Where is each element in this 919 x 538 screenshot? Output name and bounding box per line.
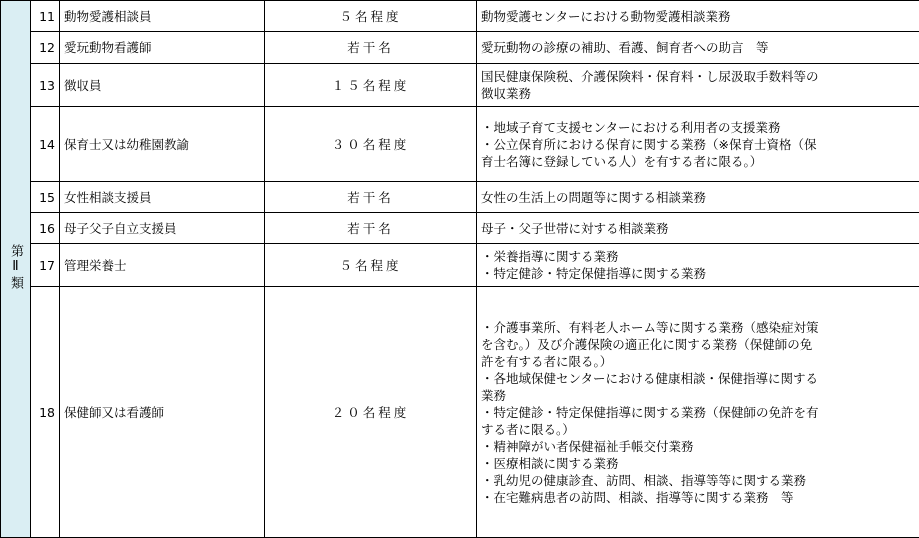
duty-line: ・乳幼児の健康診査、訪問、相談、指導等等に関する業務 [481, 472, 915, 489]
job-duties [477, 107, 919, 182]
row-number: 15 [31, 182, 60, 213]
job-duties [477, 1, 919, 32]
table-row [1, 32, 919, 64]
job-duties [477, 64, 919, 107]
job-title: 保健師又は看護師 [60, 287, 265, 538]
duty-line: 女性の生活上の問題等に関する相談業務 [481, 189, 915, 206]
duty-line: 育士名簿に登録している人）を有する者に限る。） [481, 153, 915, 170]
job-duties [477, 32, 919, 64]
duty-line: 愛玩動物の診療の補助、看護、飼育者への助言 等 [481, 39, 915, 56]
duty-line: 業務 [481, 387, 915, 404]
table-row [1, 244, 919, 287]
duty-line: 徴収業務 [481, 85, 915, 102]
recruit-count: ３０名程度 [265, 107, 477, 182]
recruit-count: 若干名 [265, 213, 477, 244]
job-listing-body [1, 1, 919, 538]
job-title: 動物愛護相談員 [60, 1, 265, 32]
table-row [1, 213, 919, 244]
table-row [1, 1, 919, 32]
duty-line: ・地域子育て支援センターにおける利用者の支援業務 [481, 119, 915, 136]
duty-line: ・在宅難病患者の訪問、相談、指導等に関する業務 等 [481, 489, 915, 506]
duty-line: を含む。）及び介護保険の適正化に関する業務（保健師の免 [481, 336, 915, 353]
job-title: 徴収員 [60, 64, 265, 107]
recruit-count: 若干名 [265, 32, 477, 64]
row-number: 13 [31, 64, 60, 107]
duty-line: ・各地域保健センターにおける健康相談・保健指導に関する [481, 370, 915, 387]
job-duties [477, 244, 919, 287]
duty-line: ・精神障がい者保健福祉手帳交付業務 [481, 438, 915, 455]
job-duties [477, 213, 919, 244]
duty-line: ・特定健診・特定保健指導に関する業務（保健師の免許を有 [481, 404, 915, 421]
row-number: 18 [31, 287, 60, 538]
duty-line: 母子・父子世帯に対する相談業務 [481, 220, 915, 237]
duty-line: する者に限る。） [481, 421, 915, 438]
row-number: 16 [31, 213, 60, 244]
duty-line: ・介護事業所、有料老人ホーム等に関する業務（感染症対策 [481, 319, 915, 336]
duty-line: ・特定健診・特定保健指導に関する業務 [481, 265, 915, 282]
duty-line: 国民健康保険税、介護保険料・保育料・し尿汲取手数料等の [481, 68, 915, 85]
table-row [1, 182, 919, 213]
recruit-count: ２０名程度 [265, 287, 477, 538]
job-duties [477, 287, 919, 538]
job-title: 保育士又は幼稚園教諭 [60, 107, 265, 182]
job-title: 女性相談支援員 [60, 182, 265, 213]
row-number: 12 [31, 32, 60, 64]
table-row [1, 107, 919, 182]
row-number: 11 [31, 1, 60, 32]
row-number: 17 [31, 244, 60, 287]
table-row [1, 287, 919, 538]
row-number: 14 [31, 107, 60, 182]
duty-line: ・公立保育所における保育に関する業務（※保育士資格（保 [481, 136, 915, 153]
duty-line: 許を有する者に限る。） [481, 353, 915, 370]
duty-line: ・医療相談に関する業務 [481, 455, 915, 472]
recruit-count: １５名程度 [265, 64, 477, 107]
category-label: 第Ⅱ類 [7, 244, 24, 291]
job-title: 管理栄養士 [60, 244, 265, 287]
recruit-count: 若干名 [265, 182, 477, 213]
duty-line: ・栄養指導に関する業務 [481, 248, 915, 265]
recruit-count: ５名程度 [265, 1, 477, 32]
job-title: 愛玩動物看護師 [60, 32, 265, 64]
job-duties [477, 182, 919, 213]
category-cell [1, 1, 31, 538]
table-row [1, 64, 919, 107]
job-title: 母子父子自立支援員 [60, 213, 265, 244]
duty-line: 動物愛護センターにおける動物愛護相談業務 [481, 8, 915, 25]
recruit-count: ５名程度 [265, 244, 477, 287]
